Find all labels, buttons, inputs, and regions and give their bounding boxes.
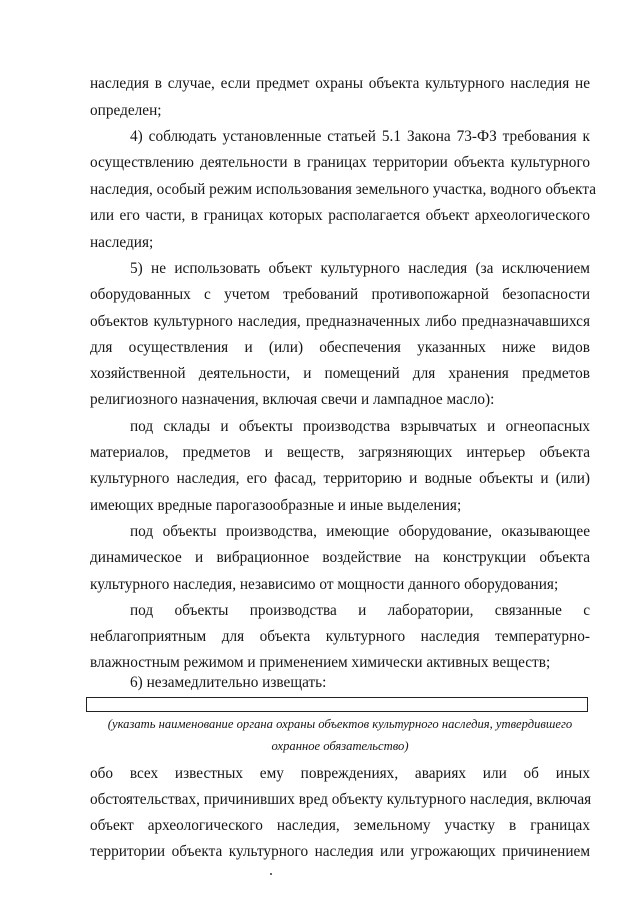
text-line: определен; (90, 102, 162, 119)
text-line: осуществлению деятельности в границах территории объекта культурного (90, 154, 590, 171)
text-line: хозяйственной деятельности, и помещений для хранения предметов (90, 365, 590, 382)
field-caption: охранное обязательство) (271, 739, 409, 753)
paragraph-start: под объекты производства и лаборатории, связанные с (130, 602, 590, 619)
text-line: культурного наследия, независимо от мощности данного оборудования; (90, 576, 559, 593)
text-line: влажностным режимом и применением химически активных веществ; (90, 654, 551, 671)
text-line: объектов культурного наследия, предназначенных либо предназначавшихся (90, 313, 590, 330)
text-line: обстоятельствах, причинивших вред объекту культурного наследия, включая (90, 791, 592, 808)
text-line: неблагоприятным для объекта культурного наследия температурно- (90, 628, 590, 645)
text-line: оборудованных с учетом требований противопожарной безопасности (90, 286, 590, 303)
paragraph-5-start: 5) не использовать объект культурного наследия (за исключением (130, 260, 590, 277)
text-line: объект археологического наследия, земельному участку в границах (90, 817, 590, 834)
text-line: или его части, в границах которых располагается объект археологического (90, 207, 590, 224)
text-line: религиозного назначения, включая свечи и лампадное масло): (90, 391, 495, 408)
paragraph-start: под объекты производства, имеющие оборудование, оказывающее (130, 523, 590, 540)
paragraph-4-start: 4) соблюдать установленные статьей 5.1 Закона 73-ФЗ требования к (130, 128, 590, 145)
authority-name-field[interactable] (86, 697, 588, 712)
text-line: обо всех известных ему повреждениях, авариях или об иных (90, 765, 590, 782)
text-line: наследия; (90, 234, 154, 251)
text-line: культурного наследия, его фасад, территорию и водные объекты и (или) (90, 470, 590, 487)
field-caption: (указать наименование органа охраны объектов культурного наследия, утвердившего (107, 717, 573, 731)
text-line: территории объекта культурного наследия или угрожающих причинением (90, 843, 590, 860)
text-line: динамическое и вибрационное воздействие на конструкции объекта (90, 549, 590, 566)
text-line: наследия, особый режим использования земельного участка, водного объекта (90, 181, 597, 198)
paragraph-start: под склады и объекты производства взрывчатых и огнеопасных (130, 418, 590, 435)
scan-speck (270, 873, 272, 875)
text-line: имеющих вредные парогазообразные и иные выделения; (90, 497, 462, 514)
text-line: для осуществления и (или) обеспечения указанных ниже видов (90, 339, 590, 356)
paragraph-6-start: 6) незамедлительно извещать: (130, 674, 327, 691)
text-line: материалов, предметов и веществ, загрязняющих интерьер объекта (90, 444, 590, 461)
text-line: наследия в случае, если предмет охраны объекта культурного наследия не (90, 75, 590, 92)
